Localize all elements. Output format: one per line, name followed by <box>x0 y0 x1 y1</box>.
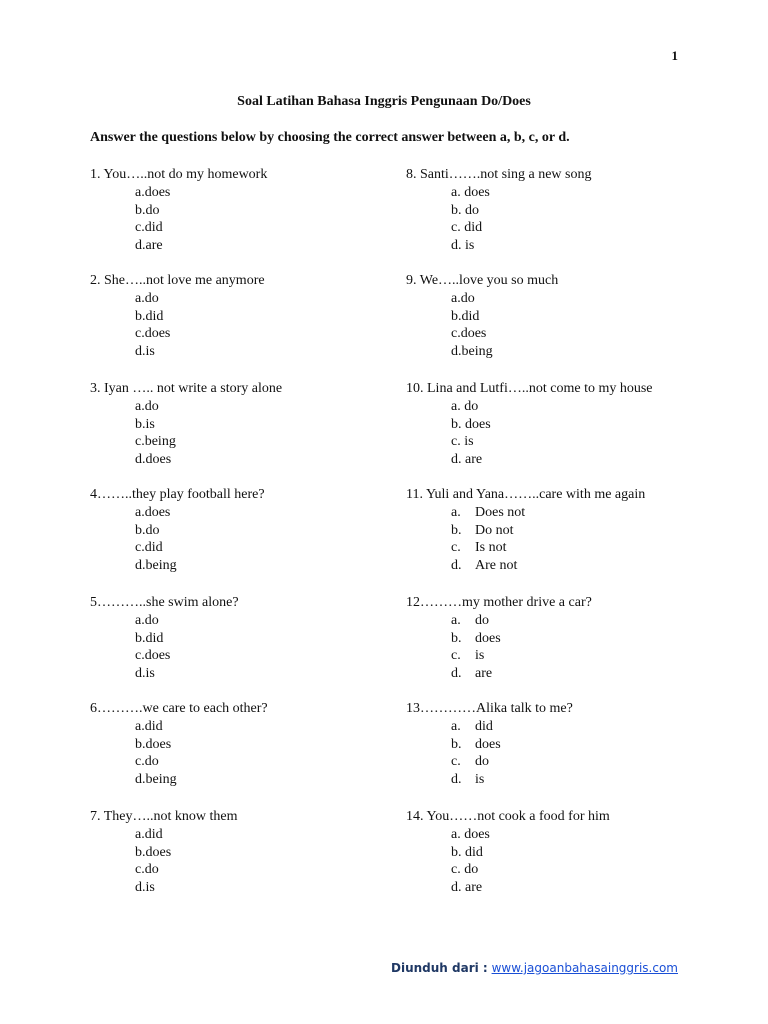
question-text: 4……..they play football here? <box>90 487 265 502</box>
question-11 <box>406 486 645 575</box>
option-a: a. do <box>451 398 479 414</box>
option-b: b.do <box>135 202 160 218</box>
question-text: 1. You…..not do my homework <box>90 167 268 182</box>
option-d: d.does <box>135 452 172 468</box>
option-b <box>406 630 592 648</box>
option-text: Are not <box>475 558 518 574</box>
option-d: d.being <box>135 558 177 574</box>
question-1 <box>90 166 267 255</box>
option-c: c.does <box>135 326 171 342</box>
option-d <box>406 665 592 683</box>
question-text: 9. We…..love you so much <box>406 273 559 288</box>
option-c <box>406 753 573 771</box>
option-a: a.does <box>135 504 171 520</box>
option-a: a.does <box>135 184 171 200</box>
question-6 <box>90 700 268 789</box>
option-letter: c. <box>451 648 461 664</box>
option-a: a.do <box>451 290 475 306</box>
option-a: a. does <box>451 826 490 842</box>
option-a: a.do <box>135 612 159 628</box>
question-5 <box>90 594 239 683</box>
option-d: d.being <box>451 344 493 360</box>
option-b: b. do <box>451 202 479 218</box>
option-letter: b. <box>451 630 462 646</box>
question-text: 10. Lina and Lutfi…..not come to my house <box>406 381 653 396</box>
question-text: 7. They…..not know them <box>90 809 238 824</box>
option-d: d.is <box>135 880 155 896</box>
question-2 <box>90 272 265 361</box>
option-text: did <box>475 718 493 734</box>
question-14 <box>406 808 610 897</box>
option-d: d.are <box>135 238 163 254</box>
question-13 <box>406 700 573 789</box>
option-a <box>406 718 573 736</box>
option-text: do <box>475 754 489 770</box>
page-number: 1 <box>671 48 678 63</box>
option-text: do <box>475 612 489 628</box>
option-text: is <box>475 772 485 788</box>
option-b: b.is <box>135 416 155 432</box>
option-letter: a. <box>451 504 461 520</box>
option-d: d. are <box>451 452 483 468</box>
option-b: b.did <box>135 630 164 646</box>
question-text: 2. She…..not love me anymore <box>90 273 265 288</box>
question-text: 14. You……not cook a food for him <box>406 809 610 824</box>
question-text: 12………my mother drive a car? <box>406 595 592 610</box>
option-b <box>406 522 645 540</box>
option-text: Is not <box>475 540 507 556</box>
question-text: 5………..she swim alone? <box>90 595 239 610</box>
option-c: c.do <box>135 754 159 770</box>
question-text: 8. Santi…….not sing a new song <box>406 167 592 182</box>
option-letter: b. <box>451 736 462 752</box>
option-c: c.does <box>135 648 171 664</box>
question-text: 6……….we care to each other? <box>90 701 268 716</box>
question-7 <box>90 808 238 897</box>
option-b: b.do <box>135 522 160 538</box>
option-d: d.is <box>135 666 155 682</box>
option-c: c.being <box>135 434 176 450</box>
option-b: b. did <box>451 844 483 860</box>
option-a: a.do <box>135 398 159 414</box>
question-4 <box>90 486 265 575</box>
instructions: Answer the questions below by choosing the correct answer between a, b, c, or d. <box>90 130 570 145</box>
option-d <box>406 557 645 575</box>
question-10 <box>406 380 653 469</box>
option-letter: a. <box>451 612 461 628</box>
option-b: b.does <box>135 844 172 860</box>
option-letter: d. <box>451 666 462 682</box>
option-b: b.did <box>451 308 480 324</box>
question-text: 3. Iyan ….. not write a story alone <box>90 381 283 396</box>
footer <box>391 961 678 975</box>
source-link[interactable]: www.jagoanbahasainggris.com <box>491 961 678 975</box>
option-a: a.did <box>135 718 163 734</box>
option-b: b. does <box>451 416 491 432</box>
option-a: a. does <box>451 184 490 200</box>
option-letter: c. <box>451 540 461 556</box>
option-b <box>406 736 573 754</box>
option-c: c.does <box>451 326 487 342</box>
question-9 <box>406 272 558 361</box>
option-letter: d. <box>451 772 462 788</box>
option-c <box>406 539 645 557</box>
question-12 <box>406 594 592 683</box>
option-d: d. are <box>451 880 483 896</box>
question-3 <box>90 380 282 469</box>
option-text: Does not <box>475 504 526 520</box>
option-letter: b. <box>451 522 462 538</box>
page-title: Soal Latihan Bahasa Inggris Pengunaan Do/Does <box>237 94 531 109</box>
option-c: c.do <box>135 862 159 878</box>
option-text: does <box>475 630 501 646</box>
option-c: c.did <box>135 540 163 556</box>
option-c: c. is <box>451 434 474 450</box>
question-text: 13…………Alika talk to me? <box>406 701 573 716</box>
option-b: b.did <box>135 308 164 324</box>
option-d <box>406 771 573 789</box>
question-text: 11. Yuli and Yana……..care with me again <box>406 487 646 502</box>
option-letter: c. <box>451 754 461 770</box>
option-a <box>406 504 645 522</box>
option-text: are <box>475 666 493 682</box>
option-text: does <box>475 736 501 752</box>
option-a: a.did <box>135 826 163 842</box>
option-a <box>406 612 592 630</box>
option-c: c. do <box>451 862 479 878</box>
footer-label: Diunduh dari : <box>391 961 488 975</box>
option-text: Do not <box>475 522 514 538</box>
option-c: c. did <box>451 220 483 236</box>
option-c: c.did <box>135 220 163 236</box>
option-b: b.does <box>135 736 172 752</box>
option-c <box>406 647 592 665</box>
option-letter: a. <box>451 718 461 734</box>
option-text: is <box>475 648 485 664</box>
option-d: d. is <box>451 238 475 254</box>
option-d: d.is <box>135 344 155 360</box>
option-d: d.being <box>135 772 177 788</box>
question-8 <box>406 166 592 255</box>
option-letter: d. <box>451 558 462 574</box>
option-a: a.do <box>135 290 159 306</box>
